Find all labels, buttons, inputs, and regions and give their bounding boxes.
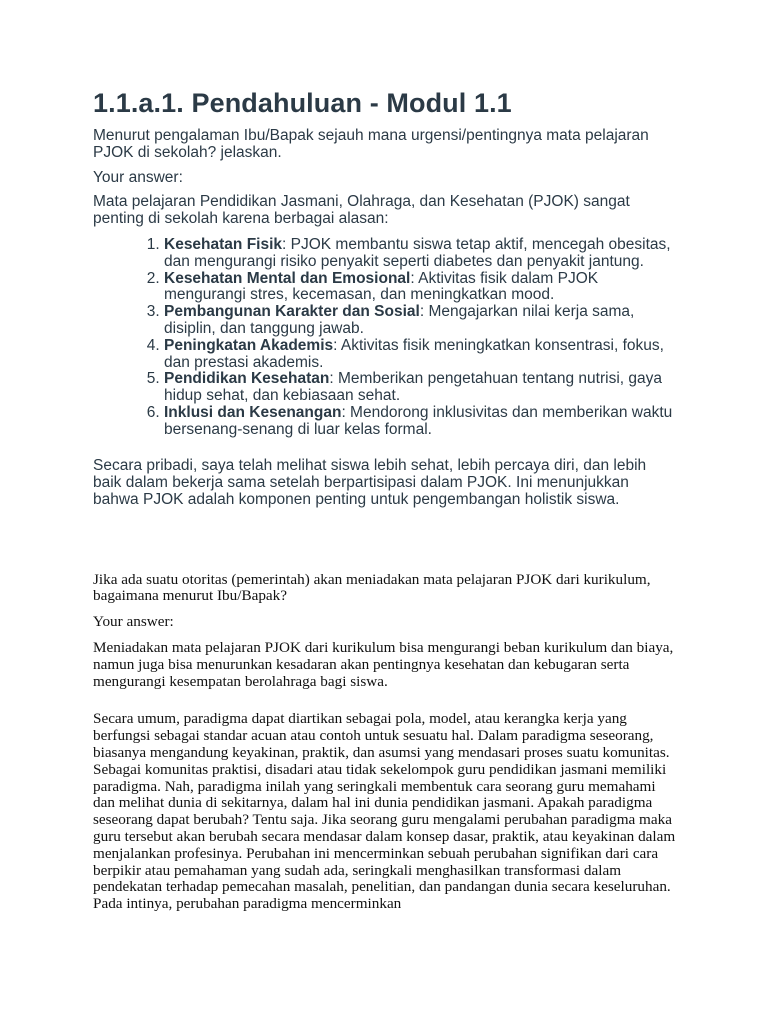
answer-2-text: Meniadakan mata pelajaran PJOK dari kurikulum bisa mengurangi beban kurikulum dan biaya, namun juga bisa menurunkan kesadaran akan pentingnya kesehatan dan kebugaran serta mengurangi kesempatan berolahraga bagi siswa. — [93, 638, 674, 690]
list-item-desc: : Aktivitas fisik dalam PJOK mengurangi stres, kecemasan, dan meningkatkan mood. — [164, 269, 599, 304]
question-1-text: Menurut pengalaman Ibu/Bapak sejauh mana urgensi/pentingnya mata pelajaran PJOK di sekolah? jelaskan. — [93, 127, 649, 161]
list-item — [164, 371, 676, 405]
list-item — [164, 304, 676, 338]
section-question-1 — [93, 86, 676, 508]
paradigm-paragraph: Secara umum, paradigma dapat diartikan sebagai pola, model, atau kerangka kerja yang berfungsi sebagai standar acuan atau contoh untuk sesuatu hal. Dalam paradigma seseorang, biasanya mengandung keyakinan, praktik, dan asumsi yang mendasari proses suatu komunitas. Sebagai komunitas praktisi, disadari atau tidak sekelompok guru pendidikan jasmani memiliki paradigma. Nah, paradigma inilah yang seringkali membentuk cara seorang guru memahami dan melihat dunia di sekitarnya, dalam hal ini dunia pendidikan jasmani. Apakah paradigma seseorang dapat berubah? Tentu saja. Jika seorang guru mengalami perubahan paradigma maka guru tersebut akan berubah secara mendasar dalam konsep dasar, praktik, atau keyakinan dalam menjalankan profesinya. Perubahan ini mencerminkan sebuah perubahan signifikan dari cara berpikir atau pemahaman yang sudah ada, seringkali menghasilkan transformasi dalam pendekatan terhadap pemecahan masalah, penelitian, dan pandangan dunia secara keseluruhan. Pada intinya, perubahan paradigma mencerminkan — [93, 710, 676, 913]
answer-label-2: Your answer: — [93, 613, 174, 631]
list-item-term: Inklusi dan Kesenangan — [164, 403, 342, 421]
list-item — [164, 237, 676, 271]
list-item-term: Pembangunan Karakter dan Sosial — [164, 303, 420, 321]
list-item — [164, 338, 676, 372]
answer-1-intro: Mata pelajaran Pendidikan Jasmani, Olahraga, dan Kesehatan (PJOK) sangat penting di sekolah karena berbagai alasan: — [93, 193, 630, 227]
section-question-2 — [93, 572, 676, 913]
list-item — [164, 271, 676, 305]
list-item-term: Pendidikan Kesehatan — [164, 370, 330, 388]
list-item-desc: : Mengajarkan nilai kerja sama, disiplin, dan tanggung jawab. — [164, 303, 635, 337]
page-title: 1.1.a.1. Pendahuluan - Modul 1.1 — [93, 88, 512, 118]
answer-1-closing: Secara pribadi, saya telah melihat siswa lebih sehat, lebih percaya diri, dan lebih baik dalam bekerja sama setelah berpartisipasi dalam PJOK. Ini menunjukkan bahwa PJOK adalah komponen penting untuk pengembangan holistik siswa. — [93, 456, 647, 508]
list-item-desc: : Memberikan pengetahuan tentang nutrisi, gaya hidup sehat, dan kebiasaan sehat. — [164, 370, 662, 405]
list-item — [164, 405, 676, 439]
list-item-desc: : Aktivitas fisik meningkatkan konsentrasi, fokus, dan prestasi akademis. — [164, 336, 664, 371]
list-item-term: Kesehatan Fisik — [164, 236, 283, 253]
list-item-desc: : Mendorong inklusivitas dan memberikan waktu bersenang-senang di luar kelas formal. — [164, 403, 673, 438]
reasons-list — [93, 237, 676, 439]
answer-label-1: Your answer: — [93, 169, 183, 186]
list-item-desc: : PJOK membantu siswa tetap aktif, mencegah obesitas, dan mengurangi risiko penyakit seperti diabetes dan penyakit jantung. — [164, 236, 671, 270]
list-item-term: Peningkatan Akademis — [164, 336, 334, 354]
list-item-term: Kesehatan Mental dan Emosional — [164, 269, 411, 287]
question-2-text: Jika ada suatu otoritas (pemerintah) akan meniadakan mata pelajaran PJOK dari kurikulum, bagaimana menurut Ibu/Bapak? — [93, 570, 651, 605]
